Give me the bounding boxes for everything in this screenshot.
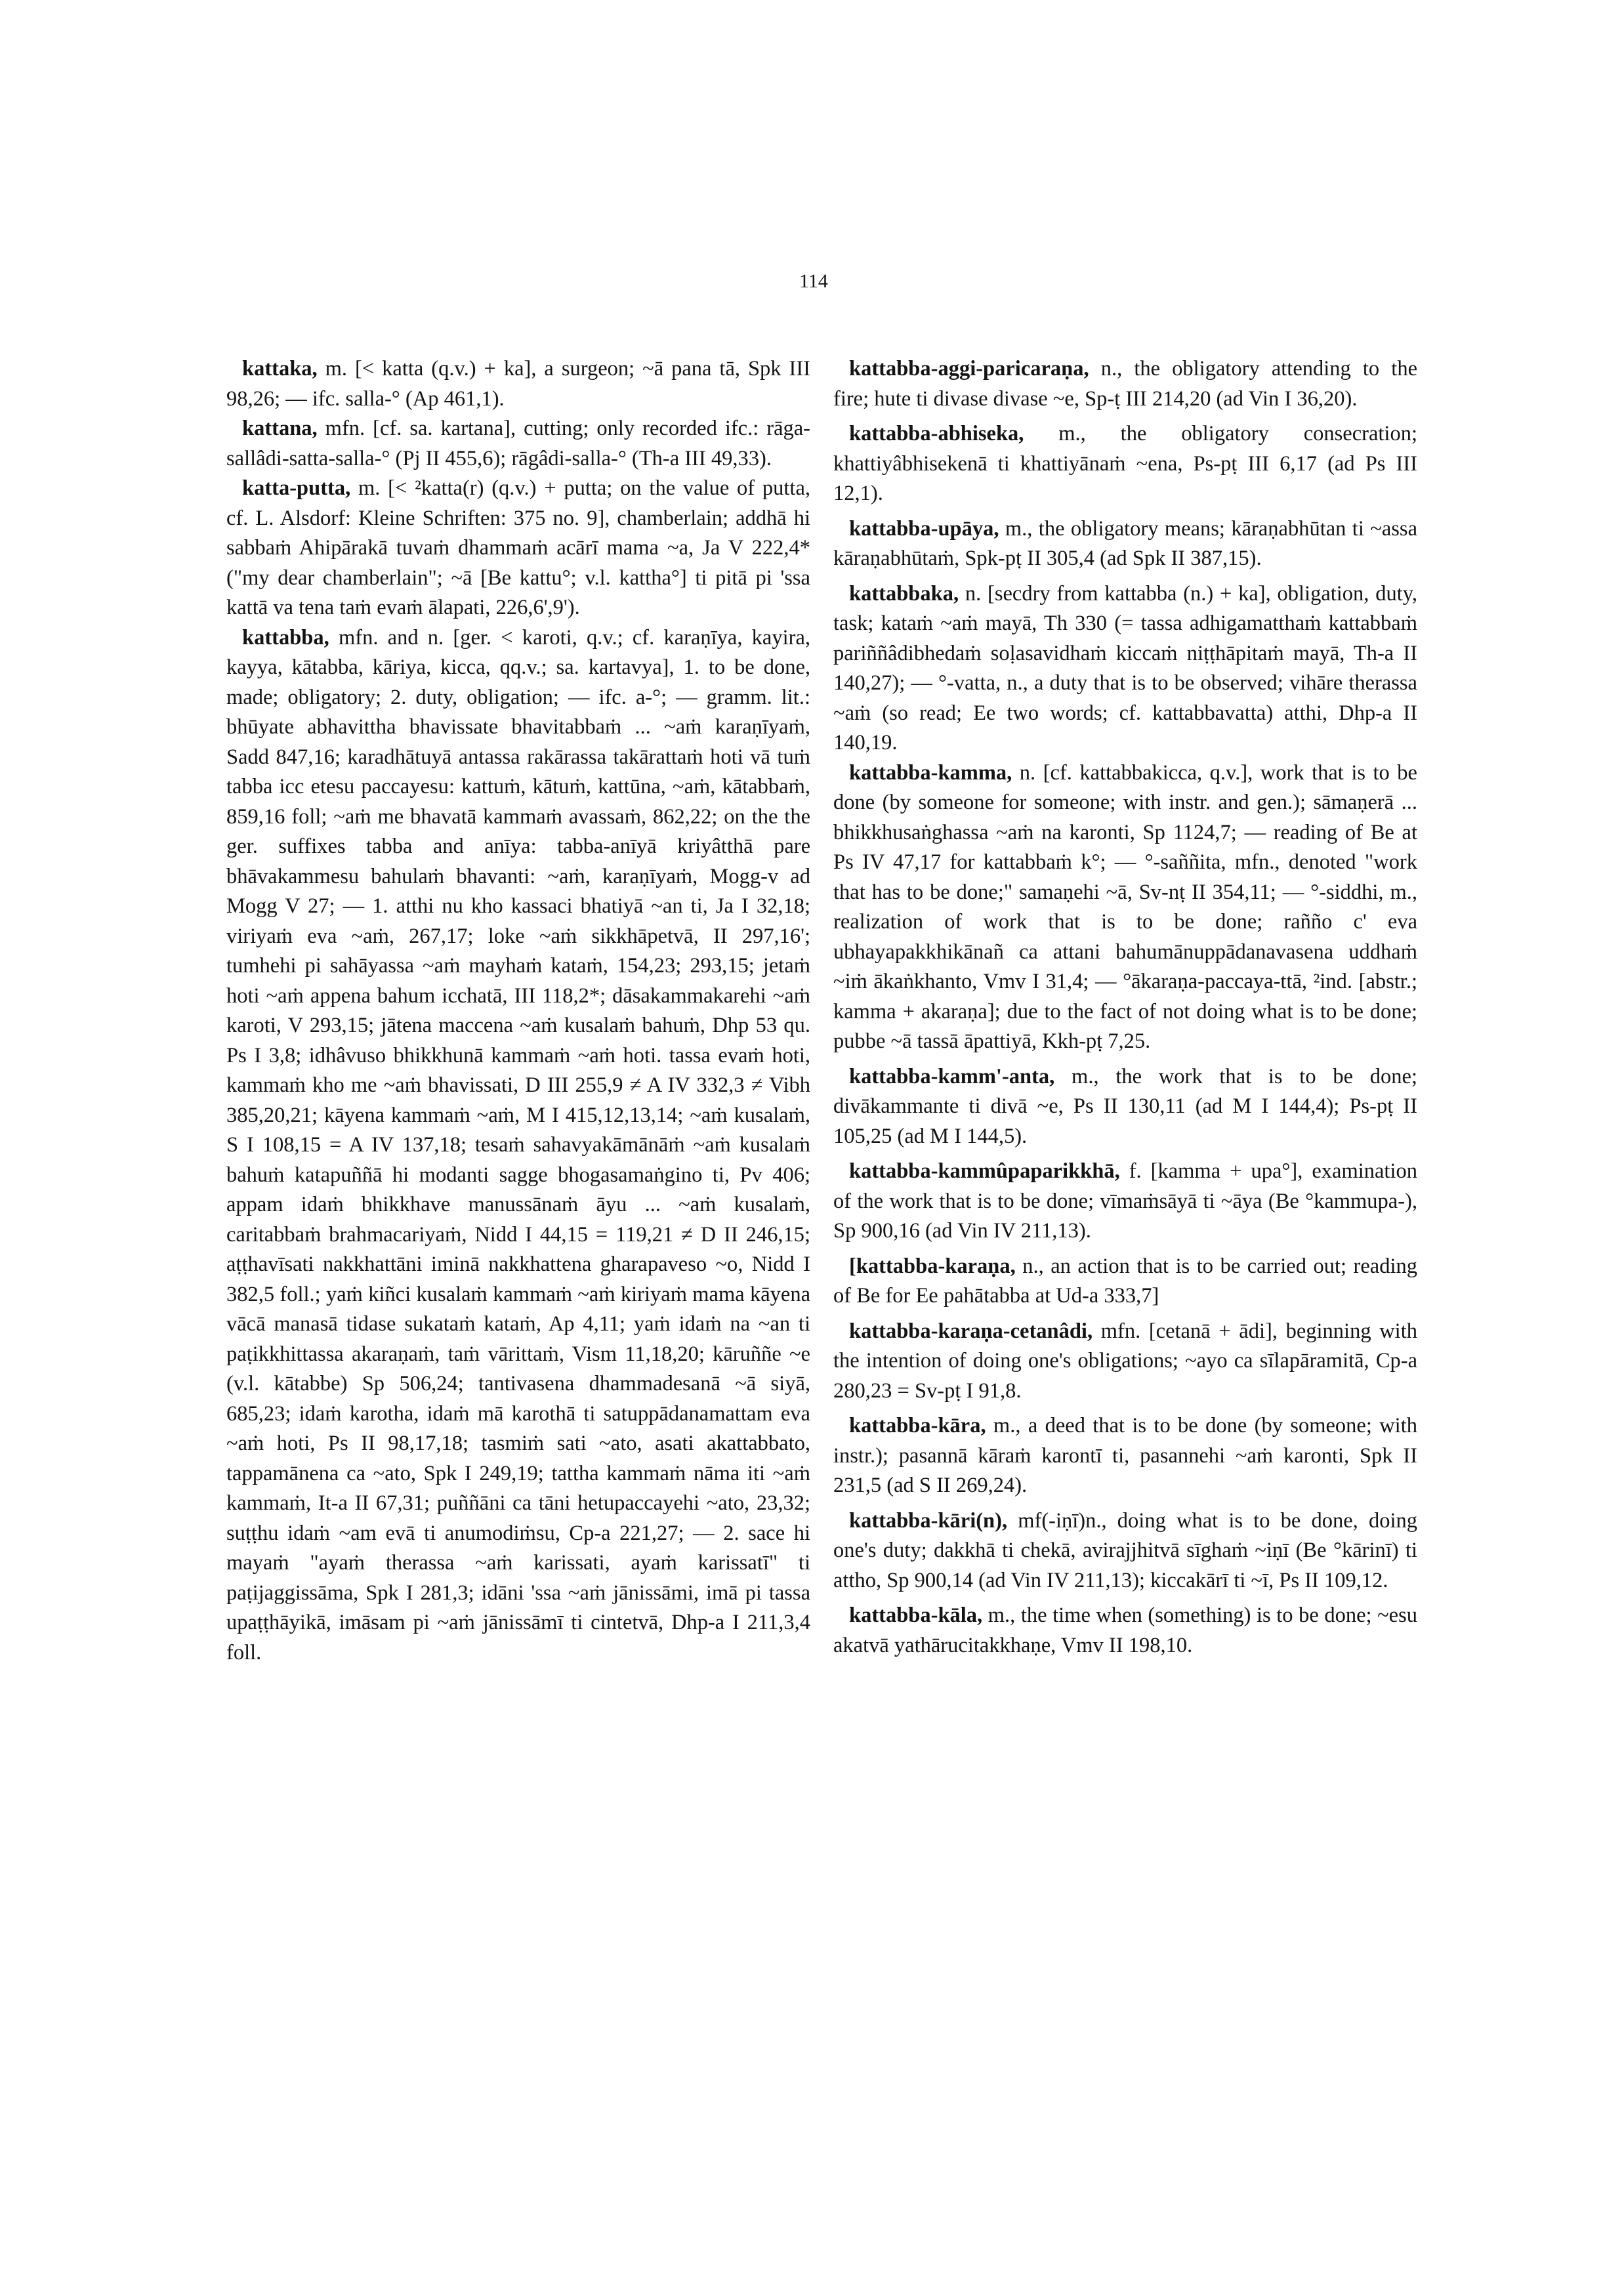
- entry-headword: kattabbaka,: [849, 581, 959, 606]
- entry-headword: kattabba-upāya,: [849, 516, 999, 541]
- entry-headword: kattabba-kāra,: [849, 1414, 986, 1437]
- left-column: [226, 354, 810, 1668]
- entry-body: n. [secdry from kattabba (n.) + ka], obligation, duty, task; kataṁ ~aṁ mayā, Th 330 (= tassa adhigamatthaṁ kattabbaṁ pariññâdibhedaṁ soḷasavidhaṁ kiccaṁ niṭṭhāpitaṁ mayā, Th-a II 140,27); — °-vatta, n., a duty that is to be observed; vihāre therassa ~aṁ (so read; Ee two words; cf. kattabbavatta) atthi, Dhp-a II 140,19.: [833, 581, 1417, 755]
- entry-headword: kattabba-kamm'-anta,: [849, 1064, 1055, 1088]
- entry-headword: kattabba-kāri(n),: [849, 1508, 1008, 1533]
- dictionary-entry: [226, 623, 810, 1668]
- page-number: 114: [799, 270, 828, 292]
- dictionary-entry: [833, 1157, 1417, 1247]
- dictionary-entry: [833, 514, 1417, 574]
- entry-headword: kattana,: [242, 417, 318, 440]
- dictionary-entry: [833, 1252, 1417, 1312]
- dictionary-entry: [226, 414, 810, 474]
- entry-body: m., the obligatory consecration; khattiyâbhisekenā ti khattiyānaṁ ~ena, Ps-pṭ III 6,17 (ad Ps III 12,1).: [833, 422, 1417, 505]
- entry-headword: [kattabba-karaṇa,: [849, 1254, 1016, 1278]
- entry-headword: kattaka,: [242, 357, 318, 381]
- dictionary-entry: [833, 1506, 1417, 1596]
- entry-body: m., the obligatory means; kāraṇabhūtan ti ~assa kāraṇabhūtaṁ, Spk-pṭ II 305,4 (ad Spk II 387,15).: [833, 516, 1417, 570]
- entry-body: n., an action that is to be carried out; reading of Be for Ee pahātabba at Ud-a 333,7]: [833, 1254, 1417, 1308]
- entry-headword: kattabba-karaṇa-cetanâdi,: [849, 1319, 1093, 1343]
- entry-body: mfn. and n. [ger. < karoti, q.v.; cf. karaṇīya, kayira, kayya, kātabba, kāriya, kicca, qq.v.; sa. kartavya], 1. to be done, made; obligatory; 2. duty, obligation; — ifc. a-°; — gramm. lit.: bhūyate abhavittha bhavissate bhavitabbaṁ ... ~aṁ karaṇīyaṁ, Sadd 847,16; karadhātuyā antassa rakārassa takārattaṁ hoti vā tuṁ tabba icc etesu paccayesu: kattuṁ, kātuṁ, kattūna, ~aṁ, kātabbaṁ, 859,16 foll; ~aṁ me bhavatā kammaṁ avassaṁ, 862,22; on the the ger. suffixes tabba and anīya: tabba-anīyā kriyâtthā pare bhāvakammesu bahulaṁ bhavanti: ~aṁ, karaṇīyaṁ, Mogg-v ad Mogg V 27; — 1. atthi nu kho kassaci bhatiyā ~an ti, Ja I 32,18; viriyaṁ eva ~aṁ, 267,17; loke ~aṁ sikkhāpetvā, II 297,16'; tumhehi pi sahāyassa ~aṁ mayhaṁ kataṁ, 154,23; 293,15; jetaṁ hoti ~aṁ appena bahum icchatā, III 118,2*; dāsakammakarehi ~aṁ karoti, V 293,15; jātena maccena ~aṁ kusalaṁ bahuṁ, Dhp 53 qu. Ps I 3,8; idhâvuso bhikkhunā kammaṁ ~aṁ hoti. tassa evaṁ hoti, kammaṁ kho me ~aṁ bhavissati, D III 255,9 ≠ A IV 332,3 ≠ Vibh 385,20,21; kāyena kammaṁ ~aṁ, M I 415,12,13,14; ~aṁ kusalaṁ, S I 108,15 = A IV 137,18; tesaṁ sahavyakāmānāṁ ~aṁ kusalaṁ bahuṁ katapuññā hi modanti sagge bhogasamaṅgino ti, Pv 406; appam idaṁ bhikkhave manussānaṁ āyu ... ~aṁ kusalaṁ, caritabbaṁ brahmacariyaṁ, Nidd I 44,15 = 119,21 ≠ D II 246,15; aṭṭhavīsati nakkhattāni iminā nakkhattena gharapaveso ~o, Nidd I 382,5 foll.; yaṁ kiñci kusalaṁ kammaṁ ~aṁ kiriyaṁ mama kāyena vācā manasā tidase sukataṁ kataṁ, Ap 4,11; yaṁ idaṁ na ~an ti paṭikkhittassa akaraṇaṁ, taṁ vārittaṁ, Vism 11,18,20; kāruññe ~e (v.l. kātabbe) Sp 506,24; tantivasena dhammadesanā ~ā siyā, 685,23; idaṁ karotha, idaṁ mā karothā ti satuppādanamattam eva ~aṁ hoti, Ps II 98,17,18; tasmiṁ sati ~ato, asati akattabbato, tappamānena ca ~ato, Spk I 249,19; tattha kammaṁ nāma iti ~aṁ kammaṁ, It-a II 67,31; puññāni ca tāni hetupaccayehi ~ato, 23,32; suṭṭhu idaṁ ~am evā ti anumodiṁsu, Cp-a 221,27; — 2. sace hi mayaṁ "ayaṁ therassa ~aṁ karissati, ayaṁ karissatī" ti paṭijaggissāma, Spk I 281,3; idāni 'ssa ~aṁ jānissāmi, imā pi tassa upaṭṭhāyikā, imāsam pi ~aṁ jānissāmī ti cintetvā, Dhp-a I 211,3,4 foll.: [226, 625, 810, 1664]
- entry-body: m., the work that is to be done; divākammante ti divā ~e, Ps II 130,11 (ad M I 144,4); Ps-pṭ II 105,25 (ad M I 144,5).: [833, 1064, 1417, 1148]
- entry-headword: kattabba,: [242, 625, 329, 650]
- right-column: [833, 354, 1417, 1661]
- entry-body: mf(-iṇī)n., doing what is to be done, doing one's duty; dakkhā ti chekā, avirajjhitvā sīghaṁ ~iṇī (Be °kārinī) ti attho, Sp 900,14 (ad Vin IV 211,13); kiccakārī ti ~ī, Ps II 109,12.: [833, 1508, 1417, 1592]
- entry-headword: kattabba-aggi-paricaraṇa,: [849, 357, 1089, 381]
- dictionary-entry: [833, 354, 1417, 414]
- entry-body: m., the time when (something) is to be done; ~esu akatvā yathārucitakkhaṇe, Vmv II 198,10.: [833, 1603, 1417, 1657]
- entry-headword: kattabba-kamma,: [849, 760, 1012, 785]
- entry-body: mfn. [cetanā + ādi], beginning with the intention of doing one's obligations; ~ayo ca sīlapāramitā, Cp-a 280,23 = Sv-pṭ I 91,8.: [833, 1319, 1417, 1403]
- dictionary-entry: [833, 1317, 1417, 1407]
- dictionary-entry: [833, 579, 1417, 758]
- dictionary-entry: [833, 419, 1417, 509]
- dictionary-entry: [833, 758, 1417, 1057]
- entry-body: m., a deed that is to be done (by someone; with instr.); pasannā kāraṁ karontī ti, pasannehi ~aṁ karonti, Spk II 231,5 (ad S II 269,24).: [833, 1414, 1417, 1497]
- entry-body: m. [< ²katta(r) (q.v.) + putta; on the value of putta, cf. L. Alsdorf: Kleine Schriften: 375 no. 9], chamberlain; addhā hi sabbaṁ Ahipārakā tuvaṁ dhammaṁ acārī mama ~a, Ja V 222,4* ("my dear chamberlain"; ~ā [Be kattu°; v.l. kattha°] ti pitā pi 'ssa kattā va tena taṁ evaṁ ālapati, 226,6',9').: [226, 476, 810, 619]
- dictionary-entry: [226, 354, 810, 414]
- entry-headword: kattabba-kammûpaparikkhā,: [849, 1159, 1120, 1183]
- dictionary-entry: [833, 1411, 1417, 1501]
- entry-headword: kattabba-abhiseka,: [849, 422, 1024, 445]
- dictionary-entry: [226, 474, 810, 623]
- entry-body: n. [cf. kattabbakicca, q.v.], work that is to be done (by someone for someone; with instr. and gen.); sāmaṇerā ... bhikkhusaṅghassa ~aṁ na karonti, Sp 1124,7; — reading of Be at Ps IV 47,17 for kattabbaṁ k°; — °-saññita, mfn., denoted "work that has to be done;" samaṇehi ~ā, Sv-nṭ II 354,11; — °-siddhi, m., realization of work that is to be done; rañño c' eva ubhayapakkhikānañ ca attani bahumānuppādanavasena uddhaṁ ~iṁ ākaṅkhanto, Vmv I 31,4; — °ākaraṇa-paccaya-ttā, ²ind. [abstr.; kamma + akaraṇa]; due to the fact of not doing what is to be done; pubbe ~ā tassā āpattiyā, Kkh-pṭ 7,25.: [833, 760, 1417, 1053]
- dictionary-entry: [833, 1062, 1417, 1152]
- entry-headword: katta-putta,: [242, 476, 351, 500]
- entry-body: f. [kamma + upa°], examination of the work that is to be done; vīmaṁsāyā ti ~āya (Be °kammupa-), Sp 900,16 (ad Vin IV 211,13).: [833, 1159, 1417, 1243]
- entry-headword: kattabba-kāla,: [849, 1603, 983, 1627]
- entry-body: n., the obligatory attending to the fire; hute ti divase divase ~e, Sp-ṭ III 214,20 (ad Vin I 36,20).: [833, 357, 1417, 411]
- dictionary-entry: [833, 1601, 1417, 1661]
- entry-body: m. [< katta (q.v.) + ka], a surgeon; ~ā pana tā, Spk III 98,26; — ifc. salla-° (Ap 461,1).: [226, 357, 810, 411]
- entry-body: mfn. [cf. sa. kartana], cutting; only recorded ifc.: rāga-sallâdi-satta-salla-° (Pj II 455,6); rāgâdi-salla-° (Th-a III 49,33).: [226, 417, 810, 470]
